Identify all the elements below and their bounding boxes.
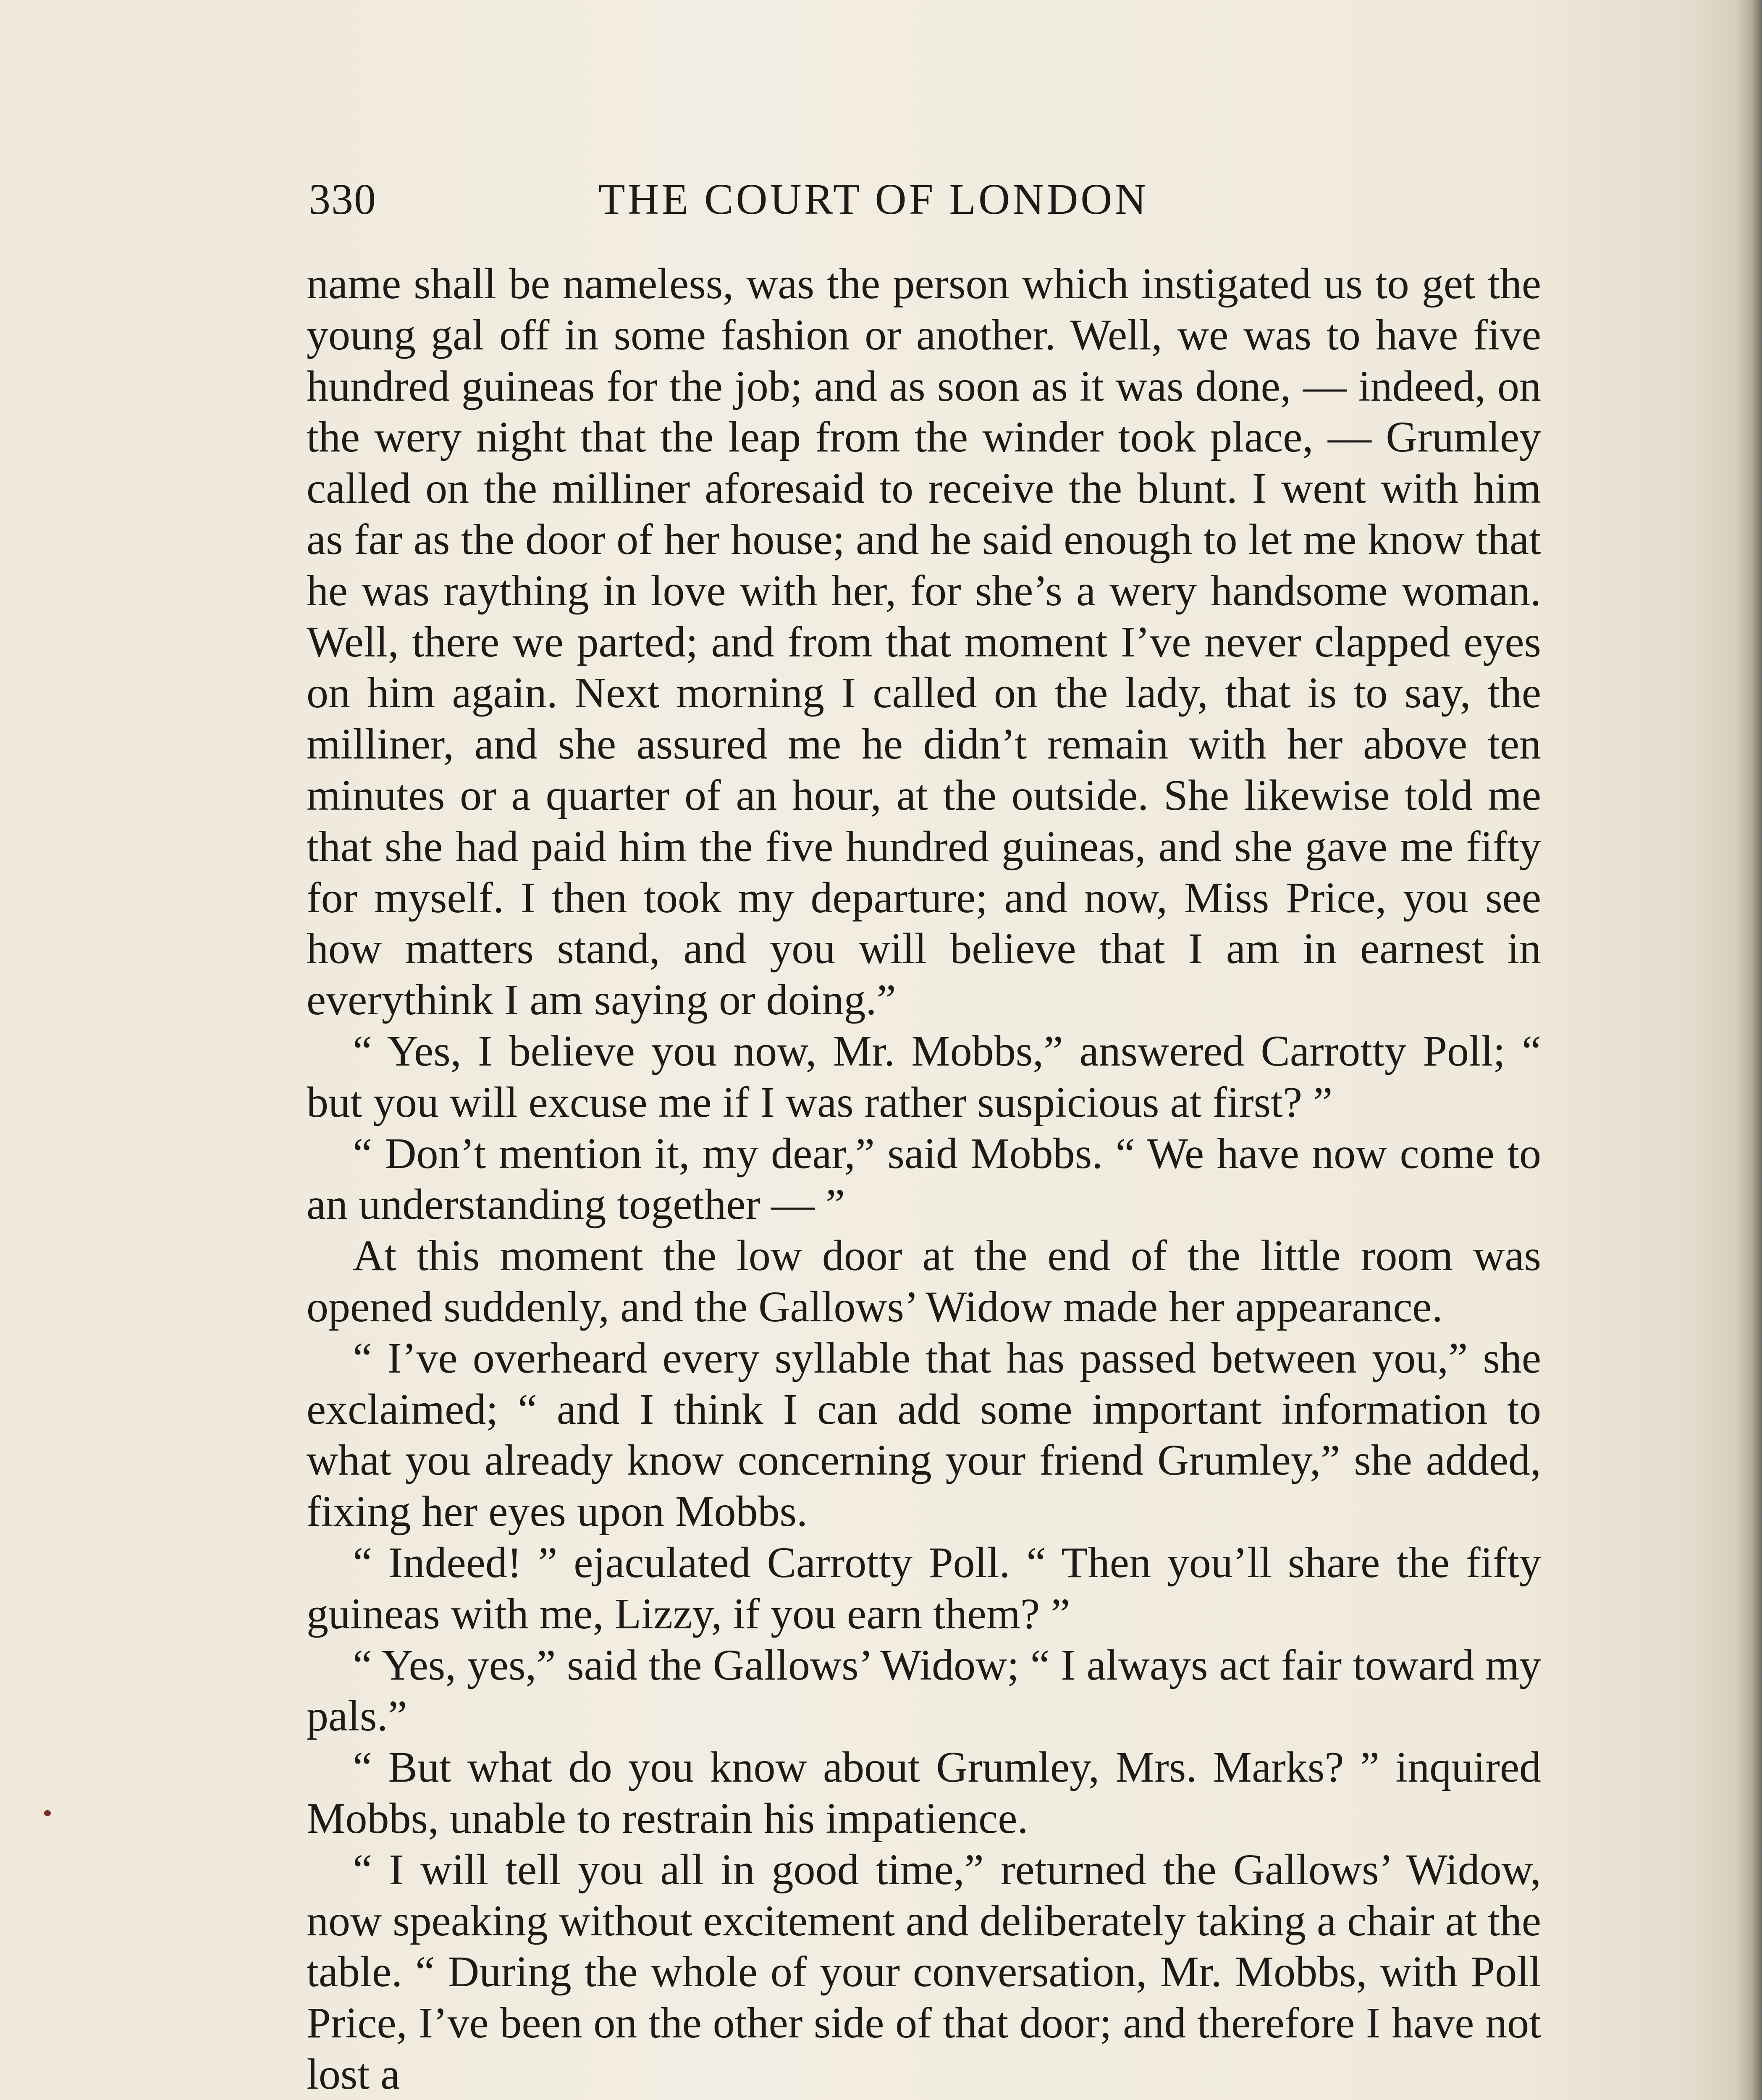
page-number: 330: [309, 175, 377, 223]
spine-shadow: [1737, 0, 1762, 2100]
paragraph-8: “ But what do you know about Grumley, Mrs. Marks? ” inquired Mobbs, unable to restrain his impatience.: [307, 1743, 1541, 1843]
paragraph-6: “ Indeed! ” ejaculated Carrotty Poll. “ Then you’ll share the fifty guineas with me, Lizzy, if you earn them? ”: [307, 1538, 1541, 1638]
paragraph-1: name shall be nameless, was the person which instigated us to get the young gal off in some fashion or another. Well, we was to have five hundred guineas for the job; and as soon as it was done, — indeed, on the wery night that the leap from the winder took place, — Grumley called on the milliner aforesaid to receive the blunt. I went with him as far as the door of her house; and he said enough to let me know that he was raything in love with her, for she’s a wery handsome woman. Well, there we parted; and from that moment I’ve never clapped eyes on him again. Next morning I called on the lady, that is to say, the milliner, and she assured me he didn’t remain with her above ten minutes or a quarter of an hour, at the outside. She likewise told me that she had paid him the five hundred guineas, and she gave me fifty for myself. I then took my departure; and now, Miss Price, you see how matters stand, and you will believe that I am in earnest in everythink I am saying or doing.”: [307, 260, 1541, 1024]
paragraph-9: “ I will tell you all in good time,” returned the Gallows’ Widow, now speaking without excitement and deliberately taking a chair at the table. “ During the whole of your conversation, Mr. Mobbs, with Poll Price, I’ve been on the other side of that door; and therefore I have not lost a: [307, 1845, 1541, 2098]
body-text: [307, 258, 1541, 2100]
paragraph-7: “ Yes, yes,” said the Gallows’ Widow; “ I always act fair toward my pals.”: [307, 1641, 1541, 1740]
paragraph-5: “ I’ve overheard every syllable that has passed between you,” she exclaimed; “ and I think I can add some important information to what you already know concerning your friend Grumley,” she added, fixing her eyes upon Mobbs.: [307, 1334, 1541, 1536]
running-head: THE COURT OF LONDON: [598, 175, 1149, 223]
paragraph-4: At this moment the low door at the end of the little room was opened suddenly, and the Gallows’ Widow made her appearance.: [307, 1231, 1541, 1331]
paragraph-3: “ Don’t mention it, my dear,” said Mobbs. “ We have now come to an understanding together — ”: [307, 1129, 1541, 1229]
paragraph-2: “ Yes, I believe you now, Mr. Mobbs,” answered Carrotty Poll; “ but you will excuse me if I was rather suspicious at first? ”: [307, 1026, 1541, 1126]
ink-speck: [44, 1810, 51, 1816]
page-header: [309, 168, 1262, 231]
